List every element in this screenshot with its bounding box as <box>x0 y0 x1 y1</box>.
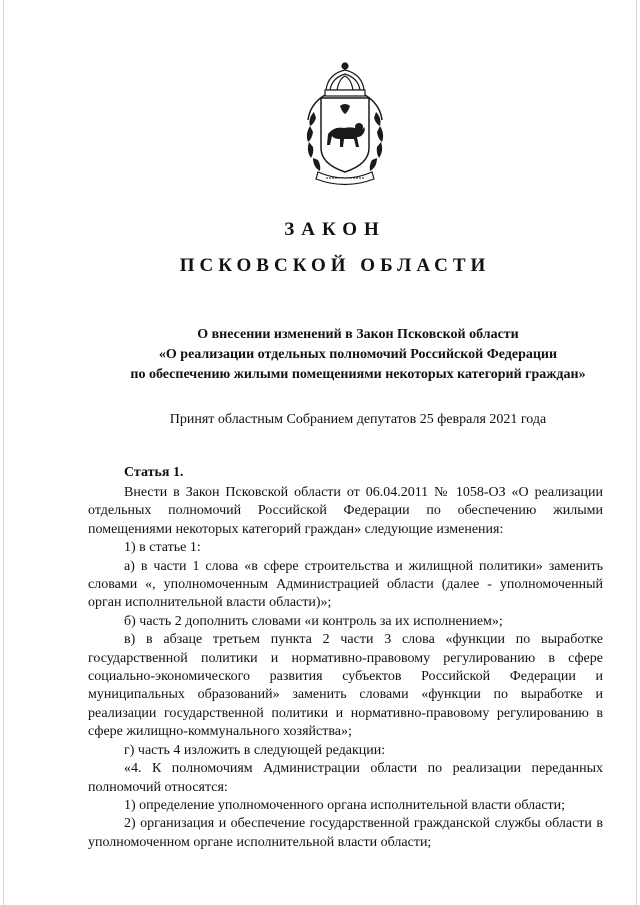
subject-line: «О реализации отдельных полномочий Российской Федерации <box>158 347 558 362</box>
coat-of-arms-emblem <box>296 60 394 190</box>
adoption-date-line: Принят областным Собранием депутатов 25 февраля 2021 года <box>169 412 547 427</box>
subject-line: по обеспечению жилыми помещениями некоторых категорий граждан» <box>130 367 586 382</box>
article-heading: Статья 1. <box>124 465 184 480</box>
paragraph: б) часть 2 дополнить словами «и контроль за их исполнением»; <box>124 613 503 629</box>
subject-line: О внесении изменений в Закон Псковской области <box>197 327 519 342</box>
paragraph: «4. К полномочиям Администрации области по реализации переданных полномочий относятся: <box>88 761 603 795</box>
document-type-title: ЗАКОН <box>284 219 386 240</box>
scan-edge-left <box>3 0 4 905</box>
paragraph: 1) в статье 1: <box>124 540 201 556</box>
paragraph: Внести в Закон Псковской области от 06.04.2011 № 1058-ОЗ «О реализации отдельных полномочий Российской Федерации по обеспечению жилыми помещениями некоторых категорий граждан» следующие изменения: <box>88 485 603 537</box>
paragraph: г) часть 4 изложить в следующей редакции: <box>124 742 386 758</box>
paragraph: а) в части 1 слова «в сфере строительства и жилищной политики» заменить словами «, уполномоченным Администрацией области (далее - уполномоченный орган исполнительной власти области)»; <box>88 558 603 611</box>
paragraph: 2) организация и обеспечение государственной гражданской службы области в уполномоченном органе исполнительной власти области; <box>88 816 603 850</box>
law-subject <box>88 325 628 385</box>
paragraph: в) в абзаце третьем пункта 2 части 3 слова «функции по выработке государственной политики и нормативно-правовому регулированию в сфере социально-экономического развития субъектов Российской Федерации и муниципальных образований» заменить словами «функции по выработке и реализации государственной политики и нормативно-правовому регулированию в сфере жилищно-коммунального хозяйства»; <box>88 632 603 740</box>
scan-edge-right <box>636 0 637 905</box>
article-body <box>88 484 603 852</box>
paragraph: 1) определение уполномоченного органа исполнительной власти области; <box>124 797 566 813</box>
region-title: ПСКОВСКОЙ ОБЛАСТИ <box>179 255 491 276</box>
